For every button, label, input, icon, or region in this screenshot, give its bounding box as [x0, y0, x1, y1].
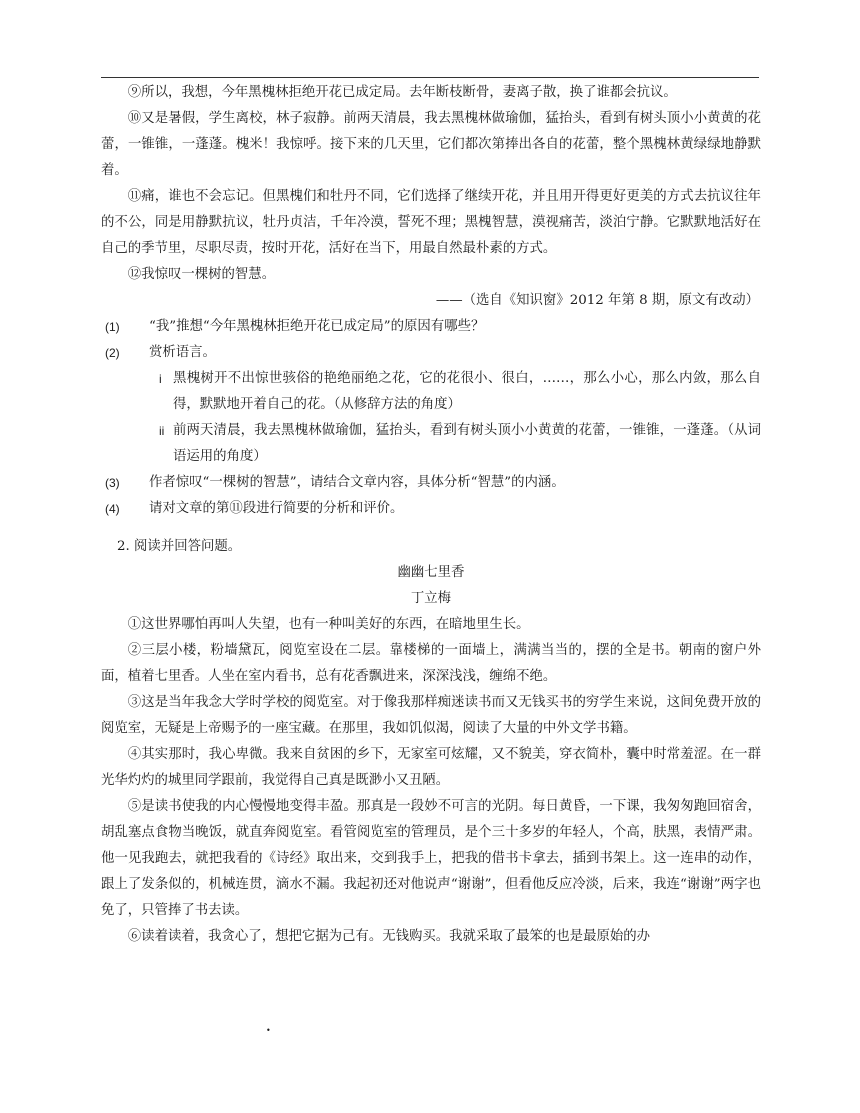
paragraph-2: ②三层小楼，粉墙黛瓦，阅览室设在二层。靠楼梯的一面墙上，满满当当的，摆的全是书。朝南的窗户外面，植着七里香。人坐在室内看书，总有花香飘进来，深深浅浅，缠绵不绝。 [101, 643, 761, 684]
paragraph-4: ④其实那时，我心卑微。我来自贫困的乡下，无家室可炫耀，又不貌美，穿衣简朴，囊中时常羞涩。在一群光华灼灼的城里同学跟前，我觉得自己真是既渺小又丑陋。 [101, 747, 761, 788]
paragraph-5: ⑤是读书使我的内心慢慢地变得丰盈。那真是一段妙不可言的光阴。每日黄昏，一下课，我匆匆跑回宿舍，胡乱塞点食物当晚饭，就直奔阅览室。看管阅览室的管理员，是个三十多岁的年轻人，个高，肤黑，表情严肃。他一见我跑去，就把我看的《诗经》取出来，交到我手上，把我的借书卡拿去，插到书架上。这一连串的动作，跟上了发条似的，机械连贯，滴水不漏。我起初还对他说声“谢谢”，但看他反应冷淡，后来，我连“谢谢”两字也免了，只管捧了书去读。 [101, 799, 761, 918]
question-number: (3) [105, 476, 120, 490]
question-text: “我”推想“今年黑槐林拒绝开花已成定局”的原因有哪些？ [149, 319, 485, 334]
article-author: 丁立梅 [410, 591, 452, 606]
question-text: 赏析语言。 [149, 345, 216, 360]
article-title: 幽幽七里香 [397, 565, 465, 580]
question-text: 作者惊叹“一棵树的智慧”，请结合文章内容，具体分析“智慧”的内涵。 [149, 475, 565, 490]
document-page [101, 80, 761, 950]
question-number: (1) [105, 320, 120, 334]
source-citation: ——（选自《知识窗》2012 年第 8 期，原文有改动） [435, 293, 759, 308]
paragraph-1: ①这世界哪怕再叫人失望，也有一种叫美好的东西，在暗地里生长。 [127, 617, 530, 632]
header-rule [101, 77, 759, 78]
paragraph-9: ⑨所以，我想，今年黑槐林拒绝开花已成定局。去年断枝断骨，妻离子散，换了谁都会抗议。 [127, 85, 677, 100]
question-2 [101, 340, 761, 366]
question-1 [101, 314, 761, 340]
sub-question-ii [101, 418, 761, 470]
sub-question-text: 前两天清晨，我去黑槐林做瑜伽，猛抬头，看到有树头顶小小黄黄的花蕾，一锥锥，一蓬蓬。（从词语运用的角度） [173, 423, 761, 464]
paragraph-3: ③这是当年我念大学时学校的阅览室。对于像我那样痴迷读书而又无钱买书的穷学生来说，这间免费开放的阅览室，无疑是上帝赐予的一座宝藏。在那里，我如饥似渴，阅读了大量的中外文学书籍。 [101, 695, 761, 736]
paragraph-6: ⑥读着读着，我贪心了，想把它据为己有。无钱购买。我就采取了最笨的也是最原始的办 [127, 929, 651, 944]
paragraph-10: ⑩又是暑假，学生离校，林子寂静。前两天清晨，我去黑槐林做瑜伽，猛抬头，看到有树头顶小小黄黄的花蕾，一锥锥，一蓬蓬。槐米！我惊呼。接下来的几天里，它们都次第捧出各自的花蕾，整个黑槐林黄绿绿地静默着。 [101, 111, 761, 178]
sub-question-number: ii [159, 424, 165, 438]
emphasis-dot: • [266, 1026, 271, 1035]
sub-question-i [101, 366, 761, 418]
question-text: 请对文章的第⑪段进行简要的分析和评价。 [149, 501, 404, 516]
sub-question-number: i [159, 372, 162, 386]
question-number: (4) [105, 502, 120, 516]
paragraph-11: ⑪痛，谁也不会忘记。但黑槐们和牡丹不同，它们选择了继续开花，并且用开得更好更美的方式去抗议往年的不公，同是用静默抗议，牡丹贞洁，千年冷漠，誓死不理；黑槐智慧，漠视痛苦，淡泊宁静。它默默地活好在自己的季节里，尽职尽责，按时开花，活好在当下，用最自然最朴素的方式。 [101, 189, 761, 256]
sub-question-text: 黑槐树开不出惊世骇俗的艳绝丽绝之花，它的花很小、很白，……，那么小心，那么内敛，那么自得，默默地开着自己的花。（从修辞方法的角度） [173, 371, 761, 412]
paragraph-12: ⑫我惊叹一棵树的智慧。 [127, 267, 276, 282]
question-number: (2) [105, 346, 120, 360]
question-4 [101, 496, 761, 522]
question-3 [101, 470, 761, 496]
section-heading: 2. 阅读并回答问题。 [117, 539, 242, 554]
